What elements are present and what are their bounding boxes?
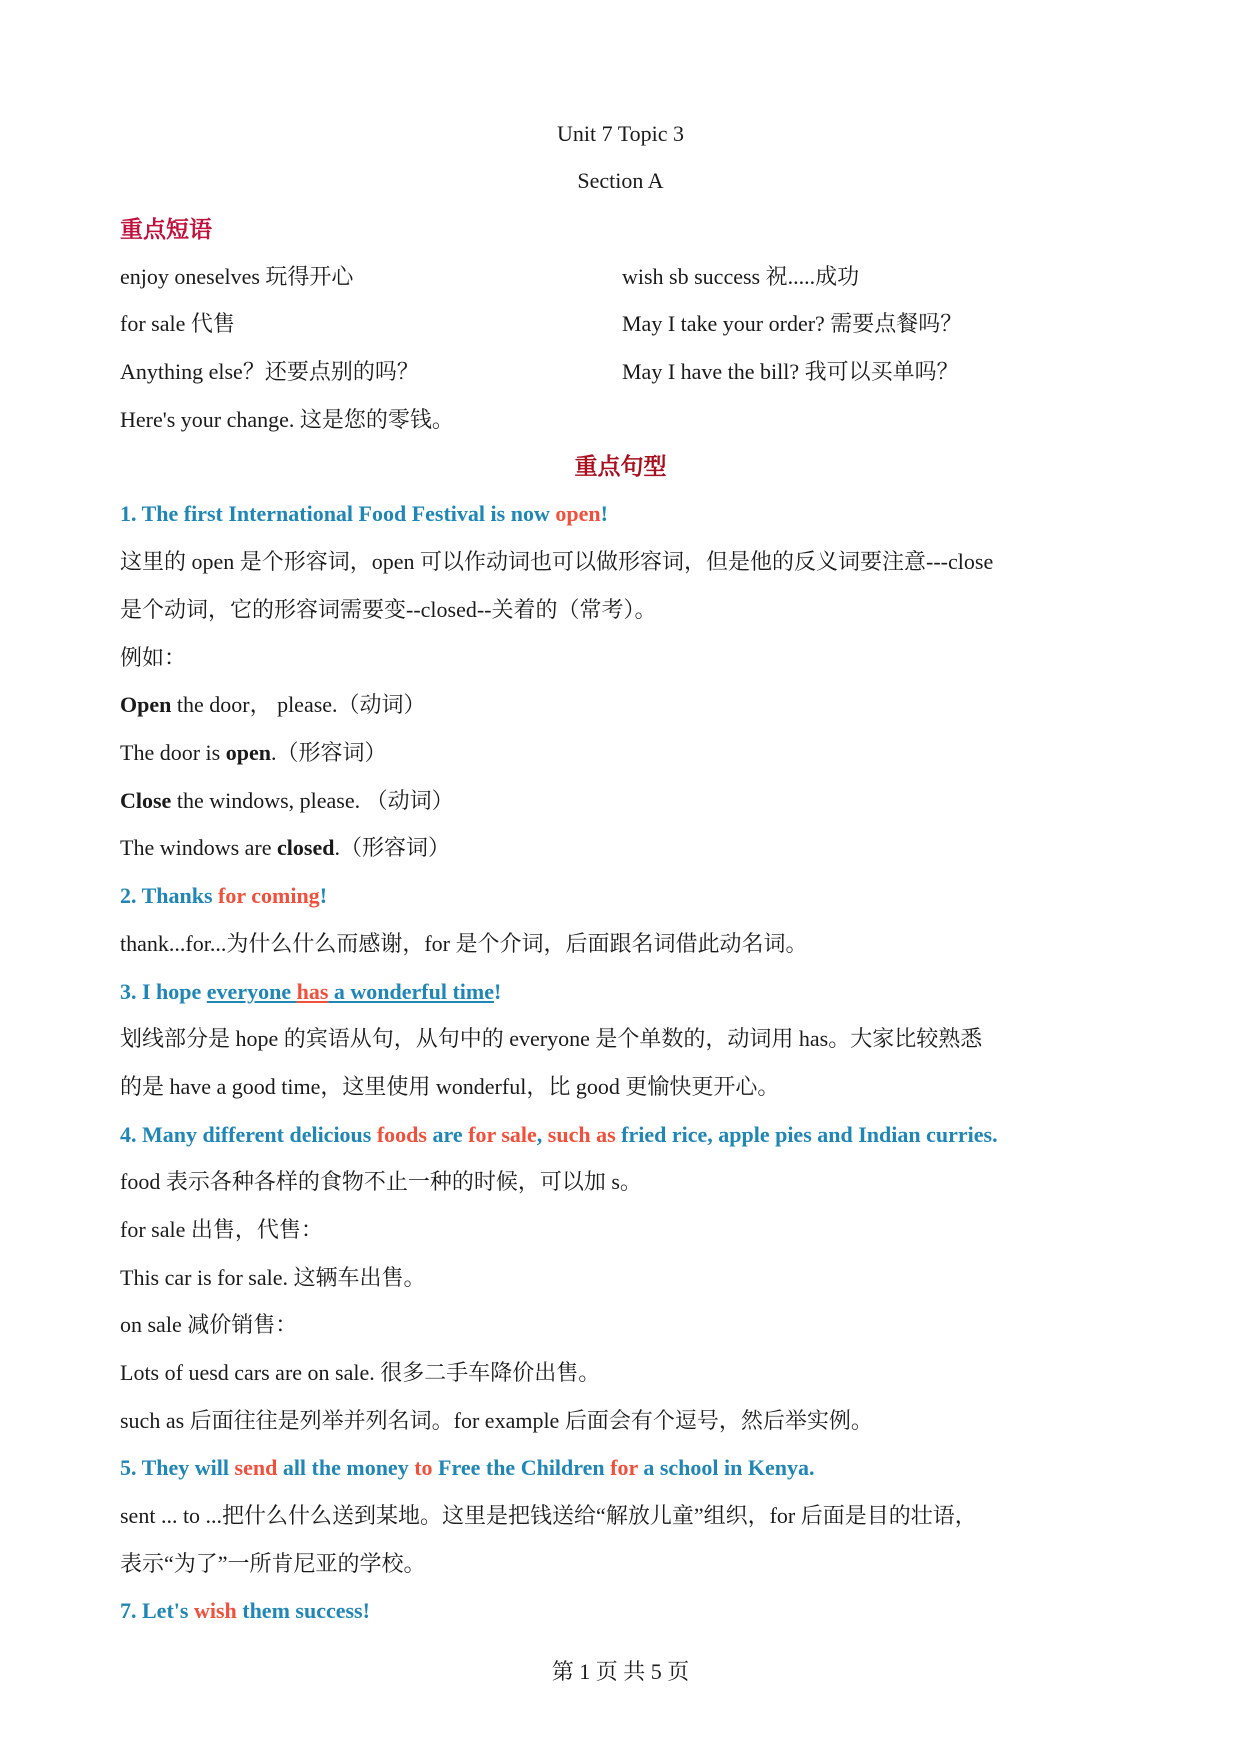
page-footer: 第 1 页 共 5 页 (551, 1659, 690, 1684)
phrase-item: for sale 代售 (120, 311, 235, 336)
sentence-7: 7. Let's wish them success! (120, 1598, 370, 1623)
example-line: Open the door， please.（动词） (120, 692, 426, 717)
explanation-line: sent ... to ...把什么什么送到某地。这里是把钱送给“解放儿童”组织，for 后面是目的壮语， (120, 1503, 977, 1528)
example-line: The door is open.（形容词） (120, 740, 387, 765)
doc-title: Unit 7 Topic 3 (557, 121, 684, 146)
sentence-3: 3. I hope everyone has a wonderful time! (120, 979, 502, 1004)
explanation-line: 这里的 open 是个形容词，open 可以作动词也可以做形容词，但是他的反义词要注意---close (120, 549, 994, 574)
example-line: Close the windows, please. （动词） (120, 788, 454, 813)
explanation-line: for sale 出售，代售： (120, 1217, 323, 1242)
explanation-line: on sale 减价销售： (120, 1312, 298, 1337)
phrase-item: Anything else？还要点别的吗？ (120, 359, 419, 384)
explanation-line: 是个动词，它的形容词需要变--closed--关着的（常考）。 (120, 597, 657, 622)
explanation-line: food 表示各种各样的食物不止一种的时候，可以加 s。 (120, 1169, 642, 1194)
example-line: The windows are closed.（形容词） (120, 835, 450, 860)
explanation-line: such as 后面往往是列举并列名词。for example 后面会有个逗号，然后举实例。 (120, 1408, 873, 1433)
sentence-1: 1. The first International Food Festival is now open! (120, 501, 608, 526)
sentence-5: 5. They will send all the money to Free the Children for a school in Kenya. (120, 1455, 815, 1480)
example-label: 例如： (120, 645, 187, 670)
explanation-line: Lots of uesd cars are on sale. 很多二手车降价出售。 (120, 1360, 601, 1385)
phrase-item: wish sb success 祝.....成功 (622, 264, 860, 289)
sentence-4: 4. Many different delicious foods are for sale, such as fried rice, apple pies and Indian curries. (120, 1122, 998, 1147)
phrases-heading: 重点短语 (120, 217, 212, 242)
explanation-line: This car is for sale. 这辆车出售。 (120, 1265, 426, 1290)
sentences-heading: 重点句型 (574, 454, 667, 479)
explanation-line: 划线部分是 hope 的宾语从句，从句中的 everyone 是个单数的，动词用 has。大家比较熟悉 (120, 1026, 983, 1051)
phrase-item: enjoy oneselves 玩得开心 (120, 264, 354, 289)
sentence-2: 2. Thanks for coming! (120, 883, 328, 908)
section-title: Section A (577, 168, 664, 193)
phrase-item: Here's your change. 这是您的零钱。 (120, 407, 454, 432)
phrase-item: May I have the bill? 我可以买单吗？ (622, 359, 959, 384)
explanation-line: thank...for...为什么什么而感谢，for 是个介词，后面跟名词借此动名词。 (120, 931, 808, 956)
explanation-line: 表示“为了”一所肯尼亚的学校。 (120, 1551, 426, 1576)
phrase-item: May I take your order? 需要点餐吗？ (622, 311, 963, 336)
explanation-line: 的是 have a good time，这里使用 wonderful，比 good 更愉快更开心。 (120, 1074, 780, 1099)
